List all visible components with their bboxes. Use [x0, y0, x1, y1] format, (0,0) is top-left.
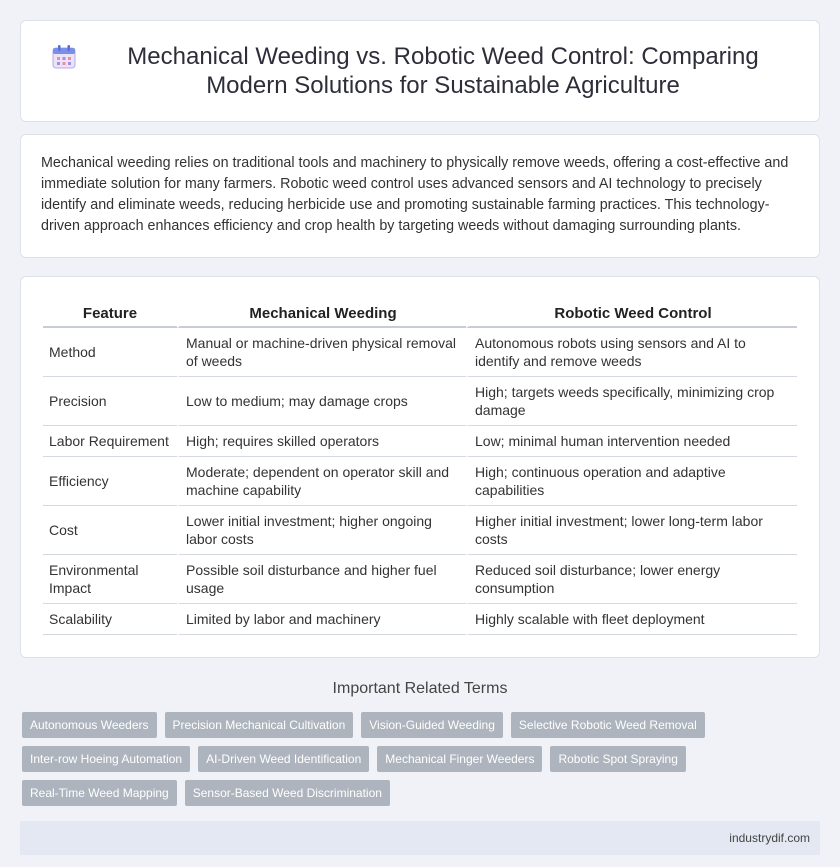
related-term-tag[interactable]: Vision-Guided Weeding — [361, 712, 503, 738]
table-cell-robotic: High; continuous operation and adaptive capabilities — [466, 457, 797, 506]
table-header-robotic: Robotic Weed Control — [466, 301, 797, 328]
table-cell-feature: Labor Requirement — [43, 426, 177, 457]
related-term-tag[interactable]: Sensor-Based Weed Discrimination — [185, 780, 390, 806]
related-terms-tags — [0, 712, 840, 806]
table-cell-feature: Method — [43, 328, 177, 377]
footer — [20, 821, 820, 855]
table-cell-robotic: Autonomous robots using sensors and AI to identify and remove weeds — [466, 328, 797, 377]
table-cell-mechanical: Moderate; dependent on operator skill and machine capability — [177, 457, 466, 506]
table-row — [43, 604, 797, 635]
calendar-icon — [51, 44, 77, 70]
table-cell-mechanical: Manual or machine-driven physical removal of weeds — [177, 328, 466, 377]
table-cell-feature: Scalability — [43, 604, 177, 635]
table-row — [43, 426, 797, 457]
table-cell-mechanical: High; requires skilled operators — [177, 426, 466, 457]
related-terms-section — [0, 680, 840, 806]
related-term-tag[interactable]: AI-Driven Weed Identification — [198, 746, 369, 772]
table-cell-mechanical: Limited by labor and machinery — [177, 604, 466, 635]
header-card — [20, 20, 820, 122]
table-cell-feature: Cost — [43, 506, 177, 555]
table-row — [43, 506, 797, 555]
table-cell-robotic: Highly scalable with fleet deployment — [466, 604, 797, 635]
table-cell-mechanical: Possible soil disturbance and higher fuel usage — [177, 555, 466, 604]
table-cell-feature: Efficiency — [43, 457, 177, 506]
related-term-tag[interactable]: Autonomous Weeders — [22, 712, 157, 738]
table-cell-robotic: Higher initial investment; lower long-term labor costs — [466, 506, 797, 555]
related-term-tag[interactable]: Robotic Spot Spraying — [550, 746, 685, 772]
table-cell-feature: Environmental Impact — [43, 555, 177, 604]
table-row — [43, 377, 797, 426]
intro-text: Mechanical weeding relies on traditional tools and machinery to physically remove weeds, offering a cost-effective and immediate solution for many farmers. Robotic weed control uses advanced sensors and AI technology to precisely identify and eliminate weeds, reducing herbicide use and promoting sustainable farming practices. This technology-driven approach enhances efficiency and crop health by targeting weeds without damaging surrounding plants. — [41, 155, 789, 234]
related-term-tag[interactable]: Inter-row Hoeing Automation — [22, 746, 190, 772]
table-row — [43, 328, 797, 377]
footer-site-link[interactable]: industrydif.com — [729, 831, 810, 845]
related-terms-title: Important Related Terms — [332, 680, 508, 697]
related-term-tag[interactable]: Mechanical Finger Weeders — [377, 746, 542, 772]
table-cell-robotic: Low; minimal human intervention needed — [466, 426, 797, 457]
table-header-feature: Feature — [43, 301, 177, 328]
table-header-row — [43, 301, 797, 328]
table-cell-robotic: Reduced soil disturbance; lower energy consumption — [466, 555, 797, 604]
table-cell-feature: Precision — [43, 377, 177, 426]
table-cell-mechanical: Lower initial investment; higher ongoing labor costs — [177, 506, 466, 555]
table-row — [43, 555, 797, 604]
table-cell-mechanical: Low to medium; may damage crops — [177, 377, 466, 426]
table-header-mechanical: Mechanical Weeding — [177, 301, 466, 328]
page-title: Mechanical Weeding vs. Robotic Weed Control: Comparing Modern Solutions for Sustainable Agriculture — [127, 43, 759, 99]
comparison-table-card — [20, 276, 820, 658]
table-row — [43, 457, 797, 506]
table-cell-robotic: High; targets weeds specifically, minimizing crop damage — [466, 377, 797, 426]
related-term-tag[interactable]: Real-Time Weed Mapping — [22, 780, 177, 806]
comparison-table — [43, 301, 797, 635]
related-term-tag[interactable]: Selective Robotic Weed Removal — [511, 712, 705, 738]
related-term-tag[interactable]: Precision Mechanical Cultivation — [165, 712, 354, 738]
intro-card — [20, 134, 820, 258]
